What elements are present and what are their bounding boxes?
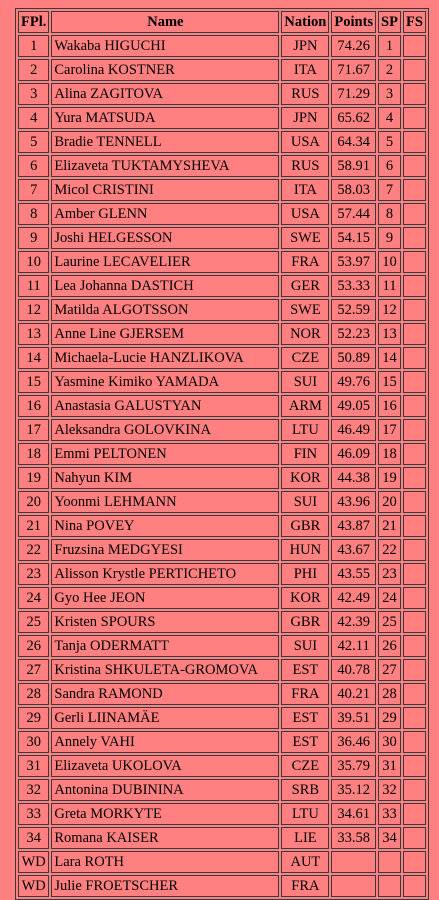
cell-name: Lara ROTH — [51, 851, 279, 873]
cell-name: Lea Johanna DASTICH — [51, 275, 279, 297]
cell-nation: LTU — [281, 419, 329, 441]
cell-fs — [403, 515, 426, 537]
table-row — [18, 875, 426, 897]
cell-nation: SUI — [281, 635, 329, 657]
header-points: Points — [331, 11, 376, 33]
cell-place: 22 — [18, 539, 49, 561]
table-row — [18, 299, 426, 321]
cell-fs — [403, 251, 426, 273]
table-row — [18, 179, 426, 201]
cell-name: Julie FROETSCHER — [51, 875, 279, 897]
cell-points: 54.15 — [331, 227, 376, 249]
cell-fs — [403, 467, 426, 489]
cell-place: 7 — [18, 179, 49, 201]
table-row — [18, 131, 426, 153]
cell-sp — [378, 851, 401, 873]
cell-points: 42.11 — [331, 635, 376, 657]
cell-sp: 28 — [378, 683, 401, 705]
cell-nation: HUN — [281, 539, 329, 561]
cell-nation: ITA — [281, 59, 329, 81]
cell-points: 33.58 — [331, 827, 376, 849]
cell-points: 36.46 — [331, 731, 376, 753]
results-table — [15, 8, 429, 900]
table-row — [18, 227, 426, 249]
cell-nation: CZE — [281, 347, 329, 369]
cell-place: 25 — [18, 611, 49, 633]
cell-fs — [403, 635, 426, 657]
cell-sp: 4 — [378, 107, 401, 129]
cell-name: Emmi PELTONEN — [51, 443, 279, 465]
cell-points: 44.38 — [331, 467, 376, 489]
cell-place: 31 — [18, 755, 49, 777]
table-row — [18, 371, 426, 393]
header-place: FPl. — [18, 11, 49, 33]
cell-sp: 26 — [378, 635, 401, 657]
cell-points: 58.03 — [331, 179, 376, 201]
cell-name: Matilda ALGOTSSON — [51, 299, 279, 321]
table-row — [18, 251, 426, 273]
cell-place: 27 — [18, 659, 49, 681]
cell-fs — [403, 755, 426, 777]
cell-fs — [403, 419, 426, 441]
cell-fs — [403, 611, 426, 633]
cell-name: Bradie TENNELL — [51, 131, 279, 153]
cell-name: Kristen SPOURS — [51, 611, 279, 633]
cell-points: 71.29 — [331, 83, 376, 105]
cell-points: 71.67 — [331, 59, 376, 81]
cell-points: 34.61 — [331, 803, 376, 825]
cell-points — [331, 875, 376, 897]
cell-points: 50.89 — [331, 347, 376, 369]
table-row — [18, 779, 426, 801]
cell-sp: 13 — [378, 323, 401, 345]
cell-name: Joshi HELGESSON — [51, 227, 279, 249]
cell-fs — [403, 827, 426, 849]
cell-sp — [378, 875, 401, 897]
cell-place: 4 — [18, 107, 49, 129]
cell-fs — [403, 59, 426, 81]
cell-place: 8 — [18, 203, 49, 225]
cell-nation: USA — [281, 131, 329, 153]
cell-fs — [403, 395, 426, 417]
cell-fs — [403, 347, 426, 369]
cell-place: 11 — [18, 275, 49, 297]
cell-points: 52.23 — [331, 323, 376, 345]
table-row — [18, 539, 426, 561]
cell-place: 26 — [18, 635, 49, 657]
cell-sp: 8 — [378, 203, 401, 225]
cell-sp: 19 — [378, 467, 401, 489]
cell-nation: JPN — [281, 35, 329, 57]
cell-sp: 17 — [378, 419, 401, 441]
cell-nation: SUI — [281, 371, 329, 393]
table-row — [18, 467, 426, 489]
table-row — [18, 611, 426, 633]
cell-fs — [403, 131, 426, 153]
cell-nation: ARM — [281, 395, 329, 417]
table-row — [18, 827, 426, 849]
cell-fs — [403, 371, 426, 393]
cell-sp: 1 — [378, 35, 401, 57]
cell-name: Sandra RAMOND — [51, 683, 279, 705]
cell-name: Nahyun KIM — [51, 467, 279, 489]
cell-nation: ITA — [281, 179, 329, 201]
cell-points: 46.09 — [331, 443, 376, 465]
table-row — [18, 515, 426, 537]
cell-place: 18 — [18, 443, 49, 465]
table-row — [18, 659, 426, 681]
cell-points: 42.49 — [331, 587, 376, 609]
cell-sp: 12 — [378, 299, 401, 321]
cell-points: 40.21 — [331, 683, 376, 705]
table-row — [18, 395, 426, 417]
cell-place: 3 — [18, 83, 49, 105]
table-row — [18, 443, 426, 465]
cell-sp: 27 — [378, 659, 401, 681]
table-row — [18, 347, 426, 369]
table-row — [18, 563, 426, 585]
cell-fs — [403, 155, 426, 177]
cell-place: 13 — [18, 323, 49, 345]
cell-place: 34 — [18, 827, 49, 849]
cell-place: 16 — [18, 395, 49, 417]
cell-sp: 18 — [378, 443, 401, 465]
cell-points: 42.39 — [331, 611, 376, 633]
cell-name: Anne Line GJERSEM — [51, 323, 279, 345]
table-row — [18, 203, 426, 225]
cell-fs — [403, 731, 426, 753]
cell-name: Alina ZAGITOVA — [51, 83, 279, 105]
cell-name: Yasmine Kimiko YAMADA — [51, 371, 279, 393]
cell-place: 2 — [18, 59, 49, 81]
cell-sp: 14 — [378, 347, 401, 369]
cell-place: 14 — [18, 347, 49, 369]
cell-sp: 31 — [378, 755, 401, 777]
cell-nation: PHI — [281, 563, 329, 585]
cell-points: 65.62 — [331, 107, 376, 129]
cell-place: 28 — [18, 683, 49, 705]
cell-name: Kristina SHKULETA-GROMOVA — [51, 659, 279, 681]
cell-nation: LTU — [281, 803, 329, 825]
cell-points: 49.76 — [331, 371, 376, 393]
cell-nation: EST — [281, 707, 329, 729]
table-row — [18, 635, 426, 657]
cell-name: Fruzsina MEDGYESI — [51, 539, 279, 561]
cell-place: 30 — [18, 731, 49, 753]
cell-points: 43.67 — [331, 539, 376, 561]
cell-sp: 30 — [378, 731, 401, 753]
table-row — [18, 683, 426, 705]
table-row — [18, 707, 426, 729]
cell-nation: RUS — [281, 83, 329, 105]
cell-points: 53.97 — [331, 251, 376, 273]
cell-place: WD — [18, 851, 49, 873]
cell-nation: SUI — [281, 491, 329, 513]
table-row — [18, 491, 426, 513]
cell-place: 21 — [18, 515, 49, 537]
cell-place: 32 — [18, 779, 49, 801]
cell-sp: 29 — [378, 707, 401, 729]
cell-sp: 21 — [378, 515, 401, 537]
cell-nation: SWE — [281, 227, 329, 249]
cell-place: 20 — [18, 491, 49, 513]
table-row — [18, 155, 426, 177]
table-row — [18, 107, 426, 129]
cell-sp: 23 — [378, 563, 401, 585]
table-row — [18, 731, 426, 753]
cell-sp: 25 — [378, 611, 401, 633]
cell-fs — [403, 35, 426, 57]
cell-points: 35.12 — [331, 779, 376, 801]
cell-nation: JPN — [281, 107, 329, 129]
cell-fs — [403, 203, 426, 225]
table-row — [18, 59, 426, 81]
cell-name: Carolina KOSTNER — [51, 59, 279, 81]
cell-fs — [403, 107, 426, 129]
cell-points: 52.59 — [331, 299, 376, 321]
cell-points: 64.34 — [331, 131, 376, 153]
cell-nation: CZE — [281, 755, 329, 777]
cell-nation: LIE — [281, 827, 329, 849]
cell-nation: AUT — [281, 851, 329, 873]
cell-place: 23 — [18, 563, 49, 585]
cell-nation: FIN — [281, 443, 329, 465]
cell-points: 74.26 — [331, 35, 376, 57]
header-name: Name — [51, 11, 279, 33]
cell-fs — [403, 683, 426, 705]
table-row — [18, 323, 426, 345]
cell-points: 39.51 — [331, 707, 376, 729]
cell-points: 40.78 — [331, 659, 376, 681]
cell-nation: GBR — [281, 515, 329, 537]
cell-fs — [403, 179, 426, 201]
cell-place: 10 — [18, 251, 49, 273]
cell-points: 43.55 — [331, 563, 376, 585]
cell-name: Romana KAISER — [51, 827, 279, 849]
header-nation: Nation — [281, 11, 329, 33]
cell-place: 9 — [18, 227, 49, 249]
cell-points: 57.44 — [331, 203, 376, 225]
cell-name: Michaela-Lucie HANZLIKOVA — [51, 347, 279, 369]
cell-nation: USA — [281, 203, 329, 225]
cell-nation: GER — [281, 275, 329, 297]
cell-name: Amber GLENN — [51, 203, 279, 225]
cell-name: Laurine LECAVELIER — [51, 251, 279, 273]
table-row — [18, 419, 426, 441]
cell-name: Gyo Hee JEON — [51, 587, 279, 609]
cell-sp: 16 — [378, 395, 401, 417]
cell-points: 46.49 — [331, 419, 376, 441]
cell-sp: 22 — [378, 539, 401, 561]
cell-points — [331, 851, 376, 873]
cell-place: 17 — [18, 419, 49, 441]
cell-sp: 7 — [378, 179, 401, 201]
cell-place: 19 — [18, 467, 49, 489]
cell-name: Antonina DUBININA — [51, 779, 279, 801]
header-fs: FS — [403, 11, 426, 33]
cell-fs — [403, 299, 426, 321]
cell-nation: FRA — [281, 251, 329, 273]
table-row — [18, 83, 426, 105]
cell-sp: 34 — [378, 827, 401, 849]
header-row — [18, 11, 426, 33]
cell-nation: NOR — [281, 323, 329, 345]
cell-name: Yura MATSUDA — [51, 107, 279, 129]
cell-nation: SWE — [281, 299, 329, 321]
cell-sp: 10 — [378, 251, 401, 273]
table-row — [18, 275, 426, 297]
cell-nation: EST — [281, 659, 329, 681]
cell-sp: 9 — [378, 227, 401, 249]
cell-name: Wakaba HIGUCHI — [51, 35, 279, 57]
header-sp: SP — [378, 11, 401, 33]
cell-fs — [403, 491, 426, 513]
cell-name: Aleksandra GOLOVKINA — [51, 419, 279, 441]
cell-fs — [403, 539, 426, 561]
cell-sp: 15 — [378, 371, 401, 393]
table-row — [18, 35, 426, 57]
cell-nation: KOR — [281, 467, 329, 489]
cell-fs — [403, 83, 426, 105]
table-row — [18, 587, 426, 609]
cell-points: 35.79 — [331, 755, 376, 777]
cell-points: 43.96 — [331, 491, 376, 513]
cell-fs — [403, 323, 426, 345]
cell-name: Gerli LIINAMÄE — [51, 707, 279, 729]
cell-fs — [403, 875, 426, 897]
cell-fs — [403, 779, 426, 801]
cell-sp: 2 — [378, 59, 401, 81]
cell-fs — [403, 227, 426, 249]
cell-points: 43.87 — [331, 515, 376, 537]
cell-place: WD — [18, 875, 49, 897]
cell-place: 12 — [18, 299, 49, 321]
cell-fs — [403, 707, 426, 729]
cell-fs — [403, 803, 426, 825]
cell-sp: 20 — [378, 491, 401, 513]
cell-nation: FRA — [281, 875, 329, 897]
cell-fs — [403, 443, 426, 465]
cell-nation: KOR — [281, 587, 329, 609]
cell-name: Annely VAHI — [51, 731, 279, 753]
cell-place: 24 — [18, 587, 49, 609]
cell-fs — [403, 659, 426, 681]
cell-sp: 5 — [378, 131, 401, 153]
cell-sp: 11 — [378, 275, 401, 297]
cell-fs — [403, 851, 426, 873]
cell-place: 33 — [18, 803, 49, 825]
table-row — [18, 755, 426, 777]
cell-points: 53.33 — [331, 275, 376, 297]
cell-name: Elizaveta TUKTAMYSHEVA — [51, 155, 279, 177]
cell-sp: 32 — [378, 779, 401, 801]
cell-place: 29 — [18, 707, 49, 729]
cell-name: Yoonmi LEHMANN — [51, 491, 279, 513]
cell-fs — [403, 563, 426, 585]
cell-name: Tanja ODERMATT — [51, 635, 279, 657]
cell-place: 15 — [18, 371, 49, 393]
cell-name: Elizaveta UKOLOVA — [51, 755, 279, 777]
cell-fs — [403, 275, 426, 297]
cell-place: 1 — [18, 35, 49, 57]
cell-nation: FRA — [281, 683, 329, 705]
cell-sp: 33 — [378, 803, 401, 825]
cell-place: 5 — [18, 131, 49, 153]
cell-name: Anastasia GALUSTYAN — [51, 395, 279, 417]
cell-sp: 3 — [378, 83, 401, 105]
cell-name: Nina POVEY — [51, 515, 279, 537]
cell-points: 49.05 — [331, 395, 376, 417]
cell-nation: GBR — [281, 611, 329, 633]
table-row — [18, 851, 426, 873]
table-row — [18, 803, 426, 825]
cell-fs — [403, 587, 426, 609]
cell-place: 6 — [18, 155, 49, 177]
cell-sp: 6 — [378, 155, 401, 177]
cell-name: Greta MORKYTE — [51, 803, 279, 825]
cell-sp: 24 — [378, 587, 401, 609]
cell-nation: EST — [281, 731, 329, 753]
cell-name: Alisson Krystle PERTICHETO — [51, 563, 279, 585]
cell-points: 58.91 — [331, 155, 376, 177]
cell-nation: SRB — [281, 779, 329, 801]
cell-nation: RUS — [281, 155, 329, 177]
cell-name: Micol CRISTINI — [51, 179, 279, 201]
